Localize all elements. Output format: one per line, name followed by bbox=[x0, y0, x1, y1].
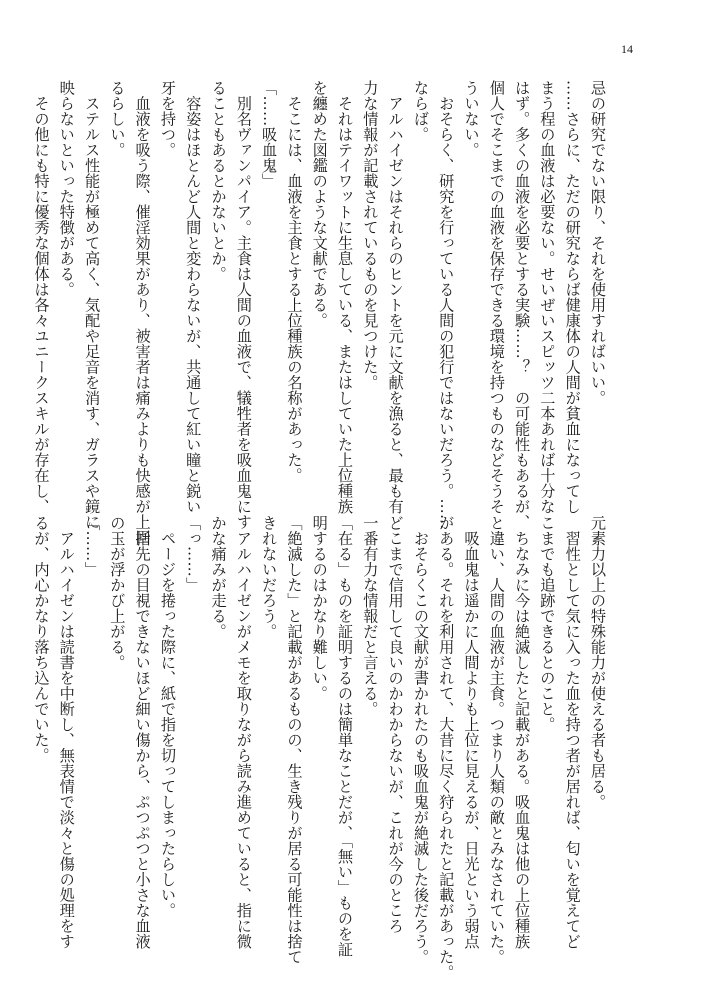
text-line: 「っ……」 bbox=[184, 515, 203, 593]
text-line: 別名ヴァンパイア。主食は人間の血液で、犠牲者を吸血鬼にす bbox=[234, 80, 253, 530]
text-line: 一番有力な情報だと言える。 bbox=[361, 515, 380, 717]
text-line: を纏めた図鑑のような文献である。 bbox=[310, 80, 329, 328]
text-line: おそらく、研究を行っている人間の犯行ではないだろう。…… bbox=[437, 80, 456, 530]
text-line: それはテイワットに生息している、またはしていた上位種族 bbox=[336, 80, 355, 514]
text-line: 「……」 bbox=[83, 515, 102, 577]
text-line: るが、内心かなり落ち込んでいた。 bbox=[32, 515, 51, 763]
text-line: ……さらに、ただの研究ならば健康体の人間が貧血になってし bbox=[563, 80, 582, 514]
text-line: 吸血鬼は遥かに人間よりも上位に見えるが、日光という弱点 bbox=[462, 515, 481, 949]
text-line: 個人でそこまでの血液を保存できる環境を持つものなどそうそ bbox=[487, 80, 506, 514]
text-line: かな痛みが走る。 bbox=[209, 515, 228, 639]
upper-text-block bbox=[28, 80, 610, 545]
text-line: そこには、血液を主食とする上位種族の名称があった。 bbox=[285, 80, 304, 483]
text-line: 元素力以上の特殊能力が使える者も居る。 bbox=[589, 515, 607, 810]
text-line: こまでも追跡できるとのこと。 bbox=[538, 515, 557, 732]
page-number: 14 bbox=[621, 42, 633, 56]
text-line: の玉が浮かび上がる。 bbox=[108, 515, 127, 670]
text-line: その他にも特に優秀な個体は各々ユニークスキルが存在し、 bbox=[32, 80, 51, 514]
text-line: はず。多くの血液を必要とする実験……？ の可能性もあるが、 bbox=[513, 80, 532, 530]
text-line: 忌の研究でない限り、それを使用すればいい。 bbox=[589, 80, 607, 406]
text-line: ういない。 bbox=[462, 80, 481, 158]
text-line: と違い、人間の血液が主食。つまり人類の敵とみなされていた。 bbox=[487, 515, 506, 965]
text-line: ページを捲った際に、紙で指を切ってしまったらしい。 bbox=[158, 515, 177, 918]
text-line: 指先の目視できないほど細い傷から、ぷつぷつと小さな血液 bbox=[133, 515, 152, 949]
text-line: ることもあるとかないとか。 bbox=[209, 80, 228, 282]
text-line: ならば。 bbox=[411, 80, 430, 142]
text-line: アルハイゼンはそれらのヒントを元に文献を漁ると、最も有 bbox=[386, 80, 405, 514]
text-line: 明するのはかなり難しい。 bbox=[310, 515, 329, 701]
text-line: 容姿はほとんど人間と変わらないが、共通して紅い瞳と鋭い bbox=[184, 80, 203, 514]
text-line: 力な情報が記載されているものを見つけた。 bbox=[361, 80, 380, 390]
text-line: きれないだろう。 bbox=[260, 515, 279, 639]
text-line: まう程の血液は必要ない。せいぜいスピッツ二本あれば十分な bbox=[538, 80, 557, 514]
text-line: がある。それを利用されて、大昔に尽く狩られたと記載があった。 bbox=[437, 515, 456, 980]
text-line: 「……吸血鬼」 bbox=[260, 80, 279, 189]
text-line: 映らないといった特徴がある。 bbox=[57, 80, 76, 297]
text-line: ステルス性能が極めて高く、気配や足音を消す、ガラスや鏡に bbox=[83, 80, 102, 530]
lower-text-block bbox=[28, 515, 610, 980]
text-line: 習性として気に入った血を持つ者が居れば、匂いを覚えてど bbox=[563, 515, 582, 949]
text-line: おそらくこの文献が書かれたのも吸血鬼が絶滅した後だろう。 bbox=[411, 515, 430, 965]
text-line: どこまで信用して良いのかわからないが、これが今のところ bbox=[386, 515, 405, 934]
text-line: 「絶滅した」と記載があるものの、生き残りが居る可能性は捨て bbox=[285, 515, 304, 965]
text-line: 牙を持つ。 bbox=[158, 80, 177, 158]
text-line: アルハイゼンは読書を中断し、無表情で淡々と傷の処理をす bbox=[57, 515, 76, 949]
text-line: るらしい。 bbox=[108, 80, 127, 158]
text-line: ちなみに今は絶滅したと記載がある。吸血鬼は他の上位種族 bbox=[513, 515, 532, 949]
text-line: 「在る」ものを証明するのは簡単なことだが、「無い」ものを証 bbox=[336, 515, 355, 957]
text-line: 血液を吸う際、催淫効果があり、被害者は痛みよりも快感が上回 bbox=[133, 80, 152, 545]
text-line: アルハイゼンがメモを取りながら読み進めていると、指に微 bbox=[234, 515, 253, 949]
